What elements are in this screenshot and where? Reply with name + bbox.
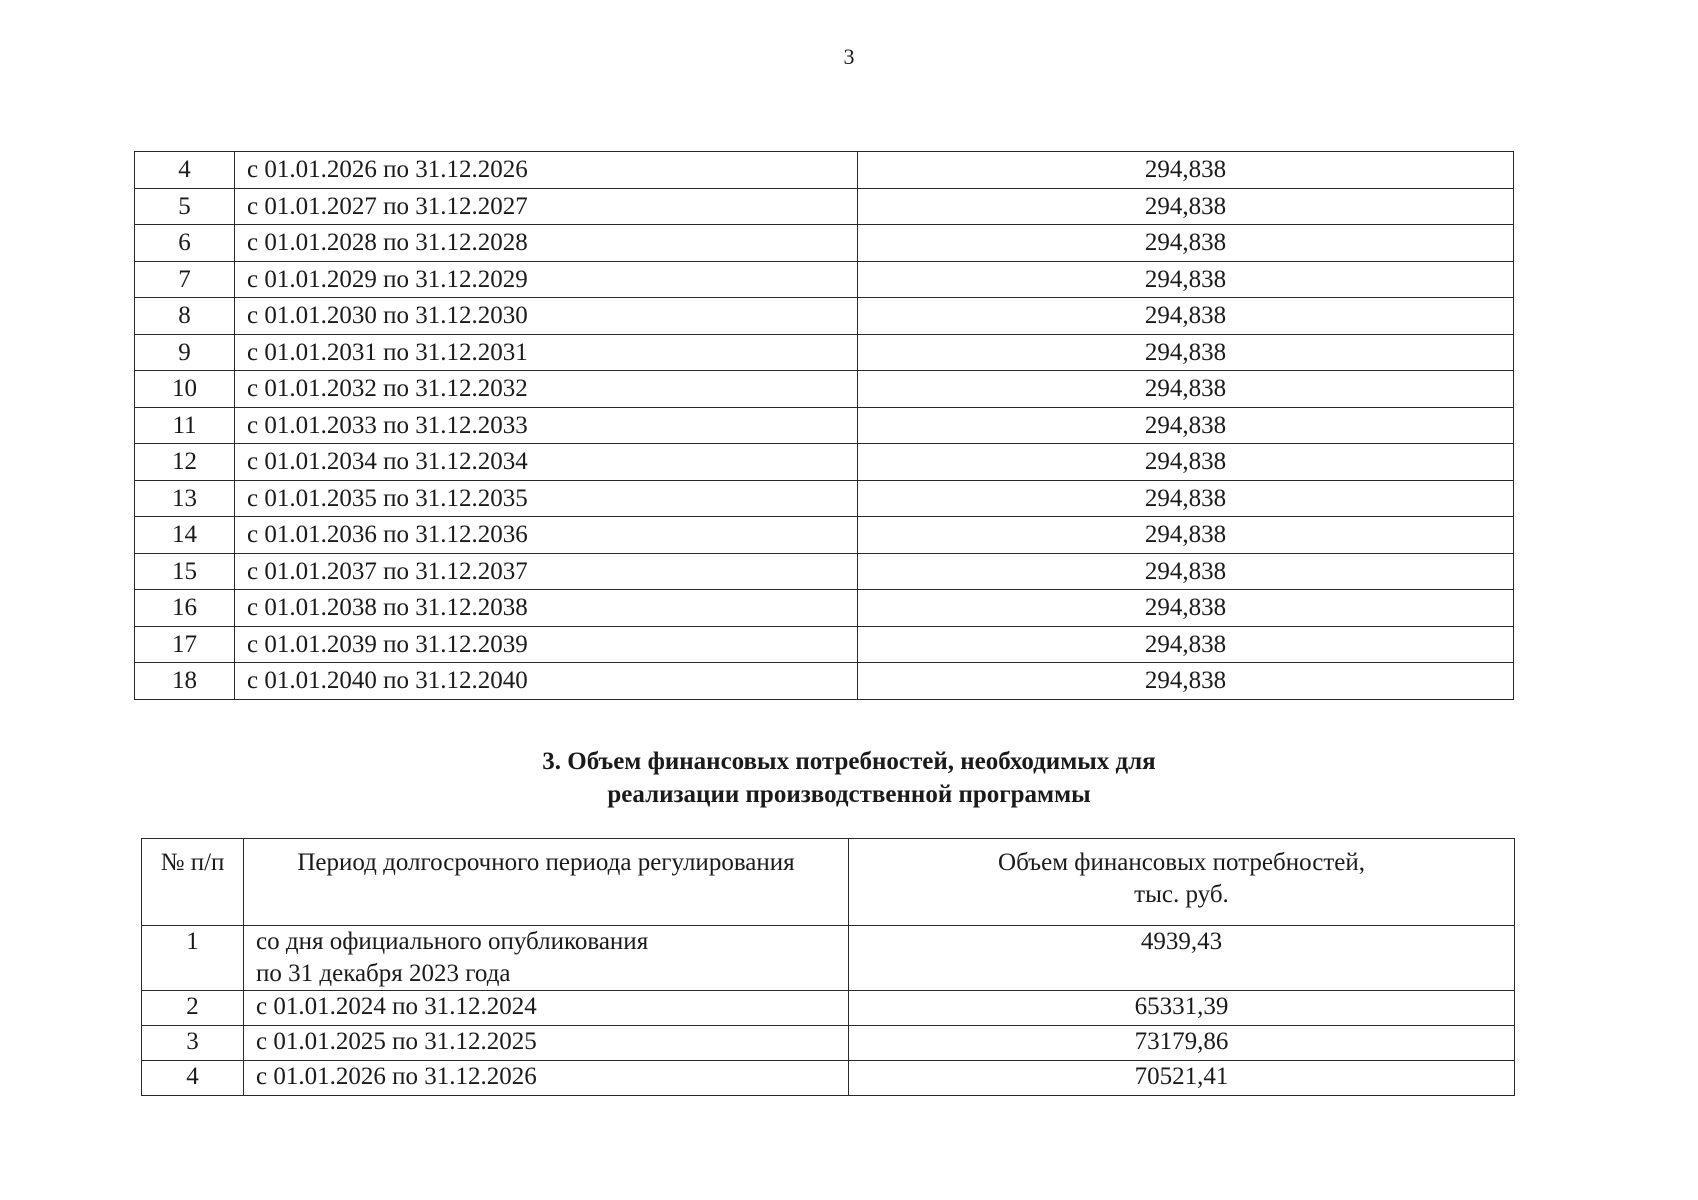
- row-value: 70521,41: [849, 1061, 1515, 1096]
- row-value: 294,838: [858, 517, 1514, 554]
- row-value: 73179,86: [849, 1026, 1515, 1061]
- row-period: с 01.01.2029 по 31.12.2029: [235, 261, 858, 298]
- table-row: [135, 480, 1514, 517]
- header-value: [849, 839, 1515, 926]
- row-value: 294,838: [858, 444, 1514, 481]
- row-value: 294,838: [858, 261, 1514, 298]
- row-value: 294,838: [858, 225, 1514, 262]
- row-number: 8: [135, 298, 235, 335]
- row-number: 15: [135, 553, 235, 590]
- row-value: 65331,39: [849, 991, 1515, 1026]
- row-value: 4939,43: [849, 926, 1515, 991]
- table-row: [135, 261, 1514, 298]
- row-value: 294,838: [858, 188, 1514, 225]
- row-value: 294,838: [858, 298, 1514, 335]
- row-period: с 01.01.2039 по 31.12.2039: [235, 626, 858, 663]
- row-period: с 01.01.2031 по 31.12.2031: [235, 334, 858, 371]
- row-value: 294,838: [858, 407, 1514, 444]
- row-value: 294,838: [858, 663, 1514, 700]
- row-value: 294,838: [858, 371, 1514, 408]
- row-period: с 01.01.2030 по 31.12.2030: [235, 298, 858, 335]
- table-row: [135, 334, 1514, 371]
- row-period: с 01.01.2026 по 31.12.2026: [244, 1061, 849, 1096]
- row-period: с 01.01.2026 по 31.12.2026: [235, 152, 858, 189]
- table-row: [135, 517, 1514, 554]
- row-number: 17: [135, 626, 235, 663]
- table-row: [142, 926, 1515, 991]
- row-period: с 01.01.2035 по 31.12.2035: [235, 480, 858, 517]
- table-row: [135, 152, 1514, 189]
- financial-needs-table: [141, 838, 1515, 1096]
- row-period: с 01.01.2025 по 31.12.2025: [244, 1026, 849, 1061]
- header-period: Период долгосрочного периода регулирования: [244, 839, 849, 926]
- table-row: [135, 553, 1514, 590]
- row-number: 12: [135, 444, 235, 481]
- production-volume-table-continued: [134, 151, 1514, 700]
- table-row: [142, 1061, 1515, 1096]
- row-period: с 01.01.2038 по 31.12.2038: [235, 590, 858, 627]
- row-period: с 01.01.2040 по 31.12.2040: [235, 663, 858, 700]
- table-row: [135, 225, 1514, 262]
- row-period: с 01.01.2024 по 31.12.2024: [244, 991, 849, 1026]
- header-value-line-2: тыс. руб.: [1134, 881, 1229, 908]
- section-3-heading-line-1: 3. Объем финансовых потребностей, необходимых для: [542, 748, 1156, 775]
- row-number: 1: [142, 926, 244, 991]
- row-period: с 01.01.2037 по 31.12.2037: [235, 553, 858, 590]
- row-number: 14: [135, 517, 235, 554]
- table-row: [142, 991, 1515, 1026]
- row-period: с 01.01.2036 по 31.12.2036: [235, 517, 858, 554]
- row-value: 294,838: [858, 334, 1514, 371]
- row-number: 2: [142, 991, 244, 1026]
- table-row: [135, 407, 1514, 444]
- row-period: с 01.01.2027 по 31.12.2027: [235, 188, 858, 225]
- row-value: 294,838: [858, 152, 1514, 189]
- section-3-heading: [0, 745, 1698, 811]
- row-number: 9: [135, 334, 235, 371]
- row-number: 3: [142, 1026, 244, 1061]
- table-row: [135, 590, 1514, 627]
- table-row: [135, 371, 1514, 408]
- row-number: 10: [135, 371, 235, 408]
- row-number: 16: [135, 590, 235, 627]
- table-row: [135, 188, 1514, 225]
- row-number: 6: [135, 225, 235, 262]
- row-number: 13: [135, 480, 235, 517]
- row-number: 5: [135, 188, 235, 225]
- table-row: [135, 663, 1514, 700]
- row-period: с 01.01.2032 по 31.12.2032: [235, 371, 858, 408]
- table-row: [142, 1026, 1515, 1061]
- row-value: 294,838: [858, 480, 1514, 517]
- row-period: с 01.01.2033 по 31.12.2033: [235, 407, 858, 444]
- table-header-row: [142, 839, 1515, 926]
- table-row: [135, 298, 1514, 335]
- row-value: 294,838: [858, 590, 1514, 627]
- row-number: 11: [135, 407, 235, 444]
- row-period: с 01.01.2028 по 31.12.2028: [235, 225, 858, 262]
- header-value-line-1: Объем финансовых потребностей,: [998, 849, 1365, 876]
- row-period-line-1: со дня официального опубликования: [256, 928, 649, 955]
- row-period: [244, 926, 849, 991]
- row-number: 4: [135, 152, 235, 189]
- row-number: 18: [135, 663, 235, 700]
- page-number: 3: [843, 44, 855, 69]
- row-number: 7: [135, 261, 235, 298]
- row-number: 4: [142, 1061, 244, 1096]
- row-period-line-2: по 31 декабря 2023 года: [256, 960, 511, 987]
- table-row: [135, 444, 1514, 481]
- header-number: № п/п: [142, 839, 244, 926]
- table-row: [135, 626, 1514, 663]
- row-value: 294,838: [858, 553, 1514, 590]
- row-period: с 01.01.2034 по 31.12.2034: [235, 444, 858, 481]
- section-3-heading-line-2: реализации производственной программы: [607, 781, 1091, 808]
- row-value: 294,838: [858, 626, 1514, 663]
